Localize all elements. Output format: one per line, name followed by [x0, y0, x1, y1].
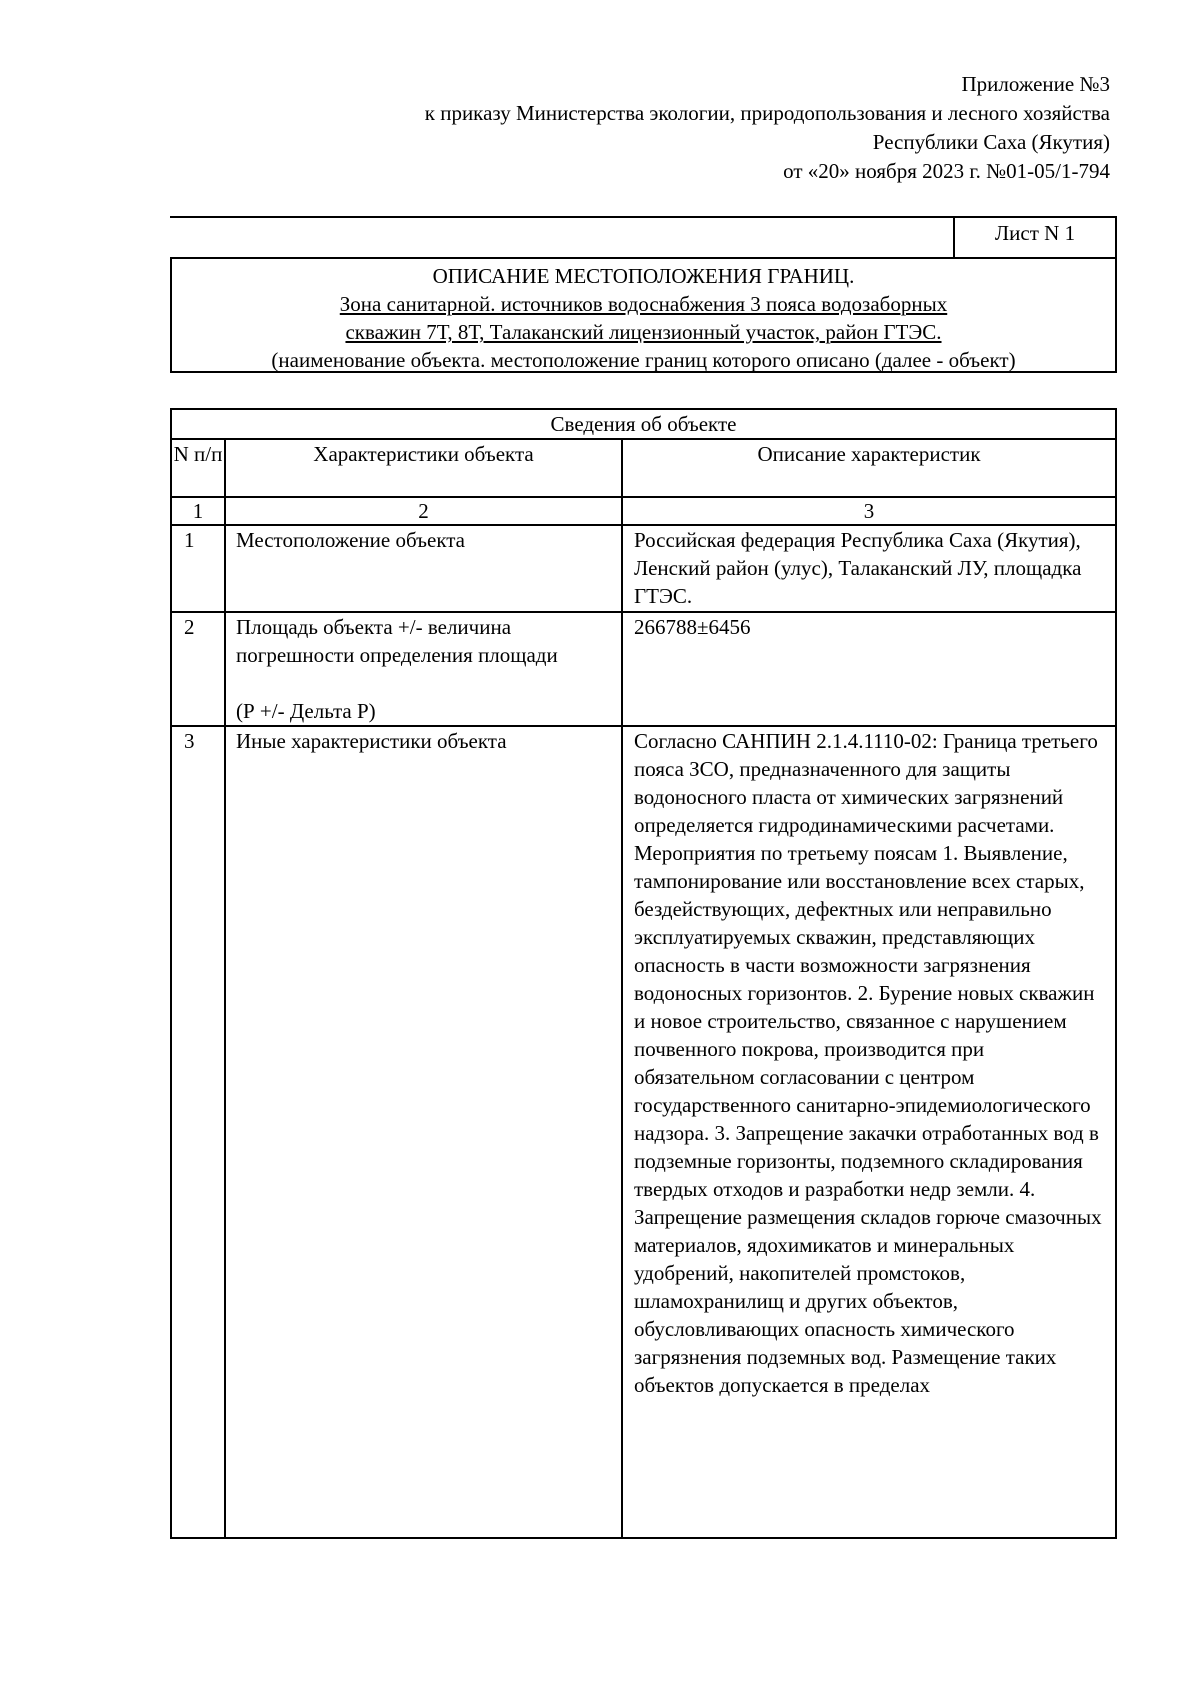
table-caption-row	[171, 409, 1116, 439]
order-reference-header	[425, 70, 1110, 186]
order-republic-line: Республики Саха (Якутия)	[872, 130, 1110, 154]
index-cell-2: 2	[225, 497, 622, 525]
table-row	[171, 726, 1116, 1538]
object-name-line-1: Зона санитарной. источников водоснабжения 3 пояса водозаборных	[339, 292, 948, 316]
document-title-block	[170, 257, 1117, 373]
row-number: 2	[171, 612, 225, 726]
row-description: Российская федерация Республика Саха (Якутия), Ленский район (улус), Талаканский ЛУ, площадка ГТЭС.	[622, 525, 1116, 612]
object-info-table	[170, 408, 1117, 1539]
table-header-row	[171, 439, 1116, 497]
index-cell-3: 3	[622, 497, 1116, 525]
sheet-number: Лист N 1	[953, 218, 1117, 259]
row-characteristic: Иные характеристики объекта	[225, 726, 622, 1538]
area-formula-label: (Р +/- Дельта Р)	[236, 699, 376, 723]
table-caption: Сведения об объекте	[171, 409, 1116, 439]
order-ministry-line: к приказу Министерства экологии, природопользования и лесного хозяйства	[424, 101, 1110, 125]
row-description: Согласно САНПИН 2.1.4.1110-02: Граница третьего пояса ЗСО, предназначенного для защиты водоносного пласта от химических загрязнений определяется гидродинамическими расчетами. Мероприятия по третьему поясам 1. Выявление, тампонирование или восстановление всех старых, бездействующих, дефектных или неправильно эксплуатируемых скважин, представляющих опасность в части возможности загрязнения водоносных горизонтов. 2. Бурение новых скважин и новое строительство, связанное с нарушением почвенного покрова, производится при обязательном согласовании с центром государственного санитарно-эпидемиологического надзора. 3. Запрещение закачки отработанных вод в подземные горизонты, подземного складирования твердых отходов и разработки недр земли. 4. Запрещение размещения складов горюче смазочных материалов, ядохимикатов и минеральных удобрений, накопителей промстоков, шламохранилищ и других объектов, обусловливающих опасность химического загрязнения подземных вод. Размещение таких объектов допускается в пределах	[622, 726, 1116, 1538]
row-characteristic	[225, 612, 622, 726]
sheet-number-bar	[170, 216, 1117, 259]
table-row	[171, 525, 1116, 612]
header-description: Описание характеристик	[622, 439, 1116, 497]
appendix-label: Приложение №3	[961, 72, 1110, 96]
order-date-number: от «20» ноября 2023 г. №01-05/1-794	[783, 159, 1110, 183]
object-name-caption: (наименование объекта. местоположение границ которого описано (далее - объект)	[271, 348, 1016, 372]
row-characteristic: Местоположение объекта	[225, 525, 622, 612]
table-index-row	[171, 497, 1116, 525]
row-description: 266788±6456	[622, 612, 1116, 726]
object-name-line-2: скважин 7Т, 8Т, Талаканский лицензионный участок, район ГТЭС.	[345, 320, 942, 344]
header-number: N п/п	[171, 439, 225, 497]
area-characteristic-label: Площадь объекта +/- величина погрешности определения площади	[236, 615, 558, 667]
row-number: 1	[171, 525, 225, 612]
row-number: 3	[171, 726, 225, 1538]
table-row	[171, 612, 1116, 726]
header-characteristics: Характеристики объекта	[225, 439, 622, 497]
document-heading: ОПИСАНИЕ МЕСТОПОЛОЖЕНИЯ ГРАНИЦ.	[432, 264, 855, 288]
index-cell-1: 1	[171, 497, 225, 525]
